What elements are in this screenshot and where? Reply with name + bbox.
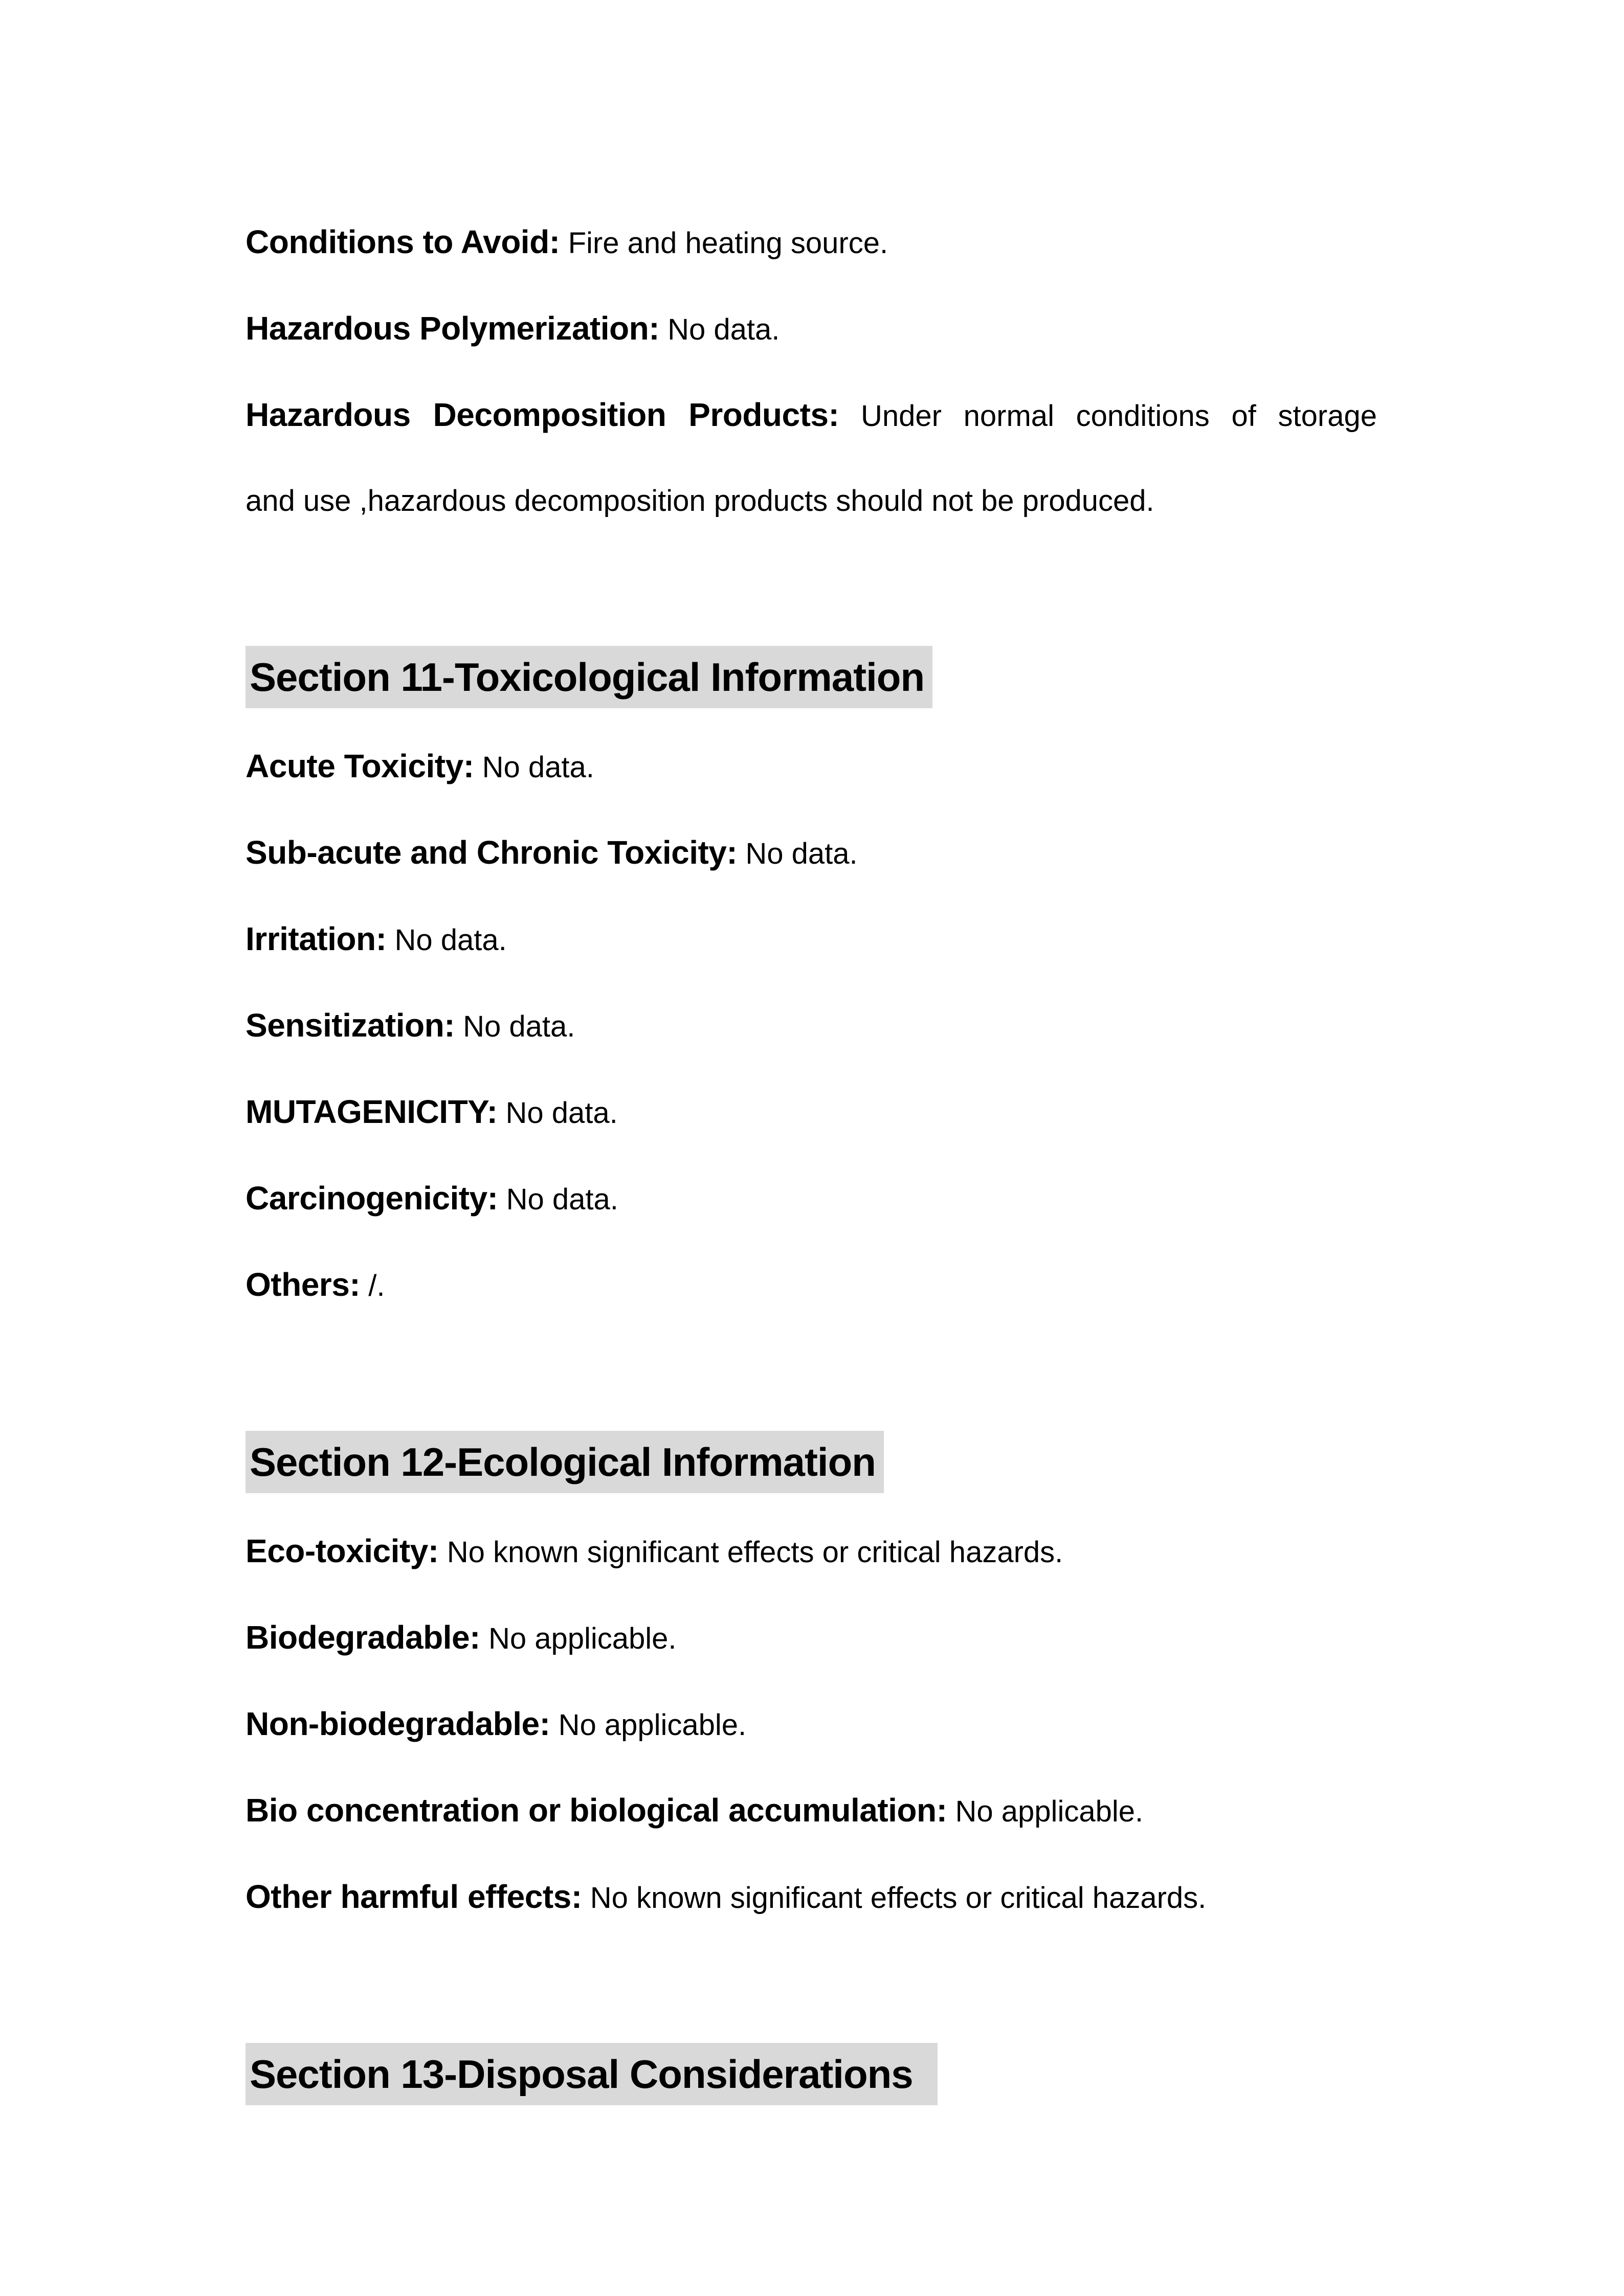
field-label: Others: <box>246 1266 361 1303</box>
field-value: No known significant effects or critical hazards. <box>447 1536 1063 1569</box>
field-row <box>246 286 1377 372</box>
field-label: Eco-toxicity: <box>246 1533 439 1569</box>
field-label: Carcinogenicity: <box>246 1180 498 1217</box>
field-label: Hazardous Polymerization: <box>246 310 659 347</box>
section-13-header-row <box>246 2043 1377 2105</box>
section-13-title: Section 13-Disposal Considerations <box>246 2043 938 2105</box>
field-label: Other harmful effects: <box>246 1878 582 1915</box>
field-value-continuation-row <box>246 459 1377 544</box>
field-row <box>246 1595 1377 1681</box>
field-value: No applicable. <box>955 1795 1144 1828</box>
field-value: No data. <box>668 313 780 346</box>
section-12-title: Section 12-Ecological Information <box>246 1431 884 1493</box>
field-row <box>246 896 1377 983</box>
section-12-header-row <box>246 1431 1377 1493</box>
field-value: No data. <box>506 1183 618 1216</box>
field-label: Sensitization: <box>246 1007 455 1044</box>
field-label: Acute Toxicity: <box>246 748 474 784</box>
field-row <box>246 983 1377 1069</box>
field-value: No data. <box>505 1096 618 1130</box>
field-label: MUTAGENICITY: <box>246 1093 498 1130</box>
section-11-title: Section 11-Toxicological Information <box>246 646 932 708</box>
field-value: No data. <box>394 924 507 957</box>
field-label: Bio concentration or biological accumulation: <box>246 1792 947 1829</box>
field-label: Biodegradable: <box>246 1619 480 1656</box>
field-label: Irritation: <box>246 920 387 957</box>
field-row <box>246 1069 1377 1156</box>
field-row <box>246 1156 1377 1242</box>
field-value: No data. <box>463 1010 575 1043</box>
field-row <box>246 1681 1377 1768</box>
field-row <box>246 810 1377 896</box>
field-row <box>246 372 1377 459</box>
field-label: Sub-acute and Chronic Toxicity: <box>246 834 738 871</box>
field-value: Fire and heating source. <box>568 227 888 260</box>
field-label: Hazardous Decomposition Products: <box>246 396 839 433</box>
field-value-continuation: and use ,hazardous decomposition products should not be produced. <box>246 484 1154 517</box>
section-11-header-row <box>246 646 1377 708</box>
field-row <box>246 1854 1377 1941</box>
field-row <box>246 1768 1377 1854</box>
field-row <box>246 724 1377 810</box>
field-label: Non-biodegradable: <box>246 1705 550 1742</box>
field-value: No known significant effects or critical hazards. <box>590 1881 1207 1915</box>
document-content <box>246 199 1377 2121</box>
field-value: No data. <box>482 751 594 784</box>
field-value: No applicable. <box>488 1622 677 1655</box>
field-row <box>246 1509 1377 1595</box>
field-row <box>246 199 1377 286</box>
field-value: /. <box>368 1269 385 1302</box>
field-value: No data. <box>745 837 858 870</box>
field-value: Under normal conditions of storage <box>861 399 1377 433</box>
field-row <box>246 1242 1377 1329</box>
field-label: Conditions to Avoid: <box>246 223 560 260</box>
field-value: No applicable. <box>558 1708 747 1742</box>
